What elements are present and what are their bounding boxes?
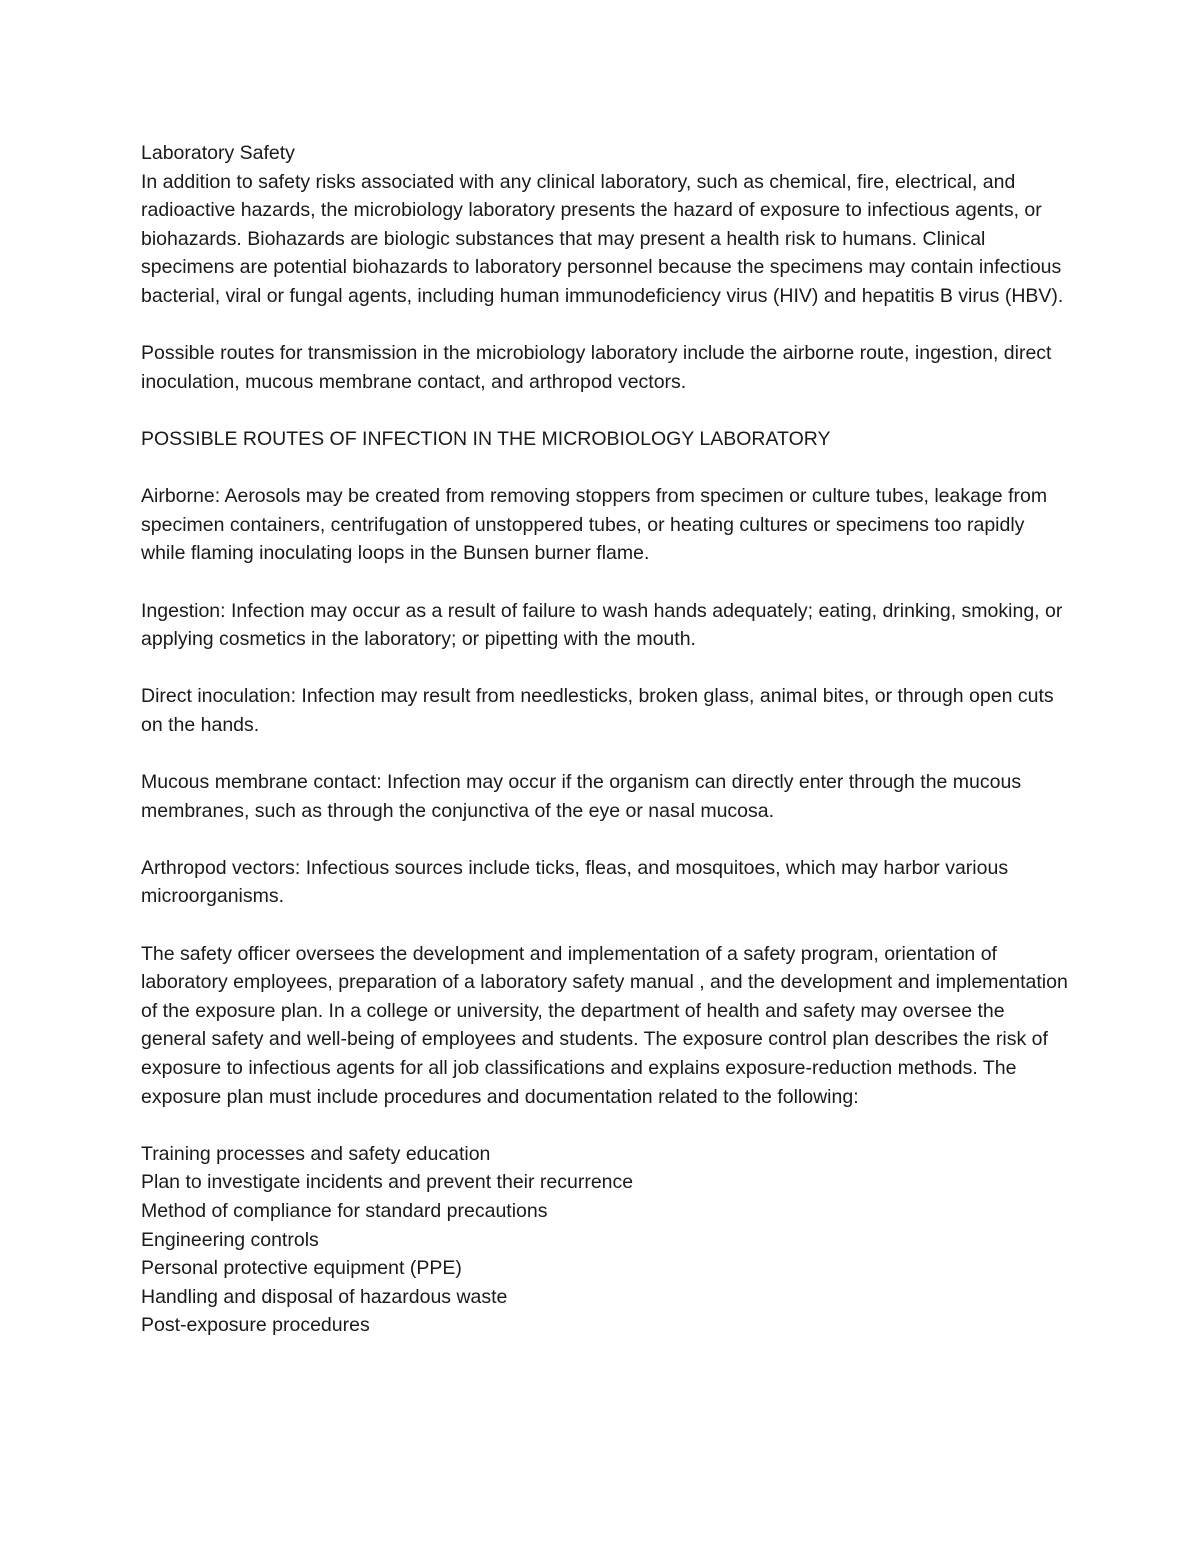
route-ingestion-paragraph: Ingestion: Infection may occur as a result of failure to wash hands adequately; eating, drinking, smoking, or applying cosmetics in the laboratory; or pipetting with the mouth. bbox=[141, 599, 1063, 651]
paragraph-spacer bbox=[141, 825, 1071, 854]
route-airborne-paragraph: Airborne: Aerosols may be created from removing stoppers from specimen or culture tubes, leakage from specimen containers, centrifugation of unstoppered tubes, or heating cultures or specimens too rapidly while flaming inoculating loops in the Bunsen burner flame. bbox=[141, 485, 1048, 565]
route-direct-inoculation-paragraph: Direct inoculation: Infection may result from needlesticks, broken glass, animal bites, or through open cuts on the hands. bbox=[141, 685, 1054, 736]
route-mucous-membrane-paragraph: Mucous membrane contact: Infection may occur if the organism can directly enter through the mucous membranes, such as through the conjunctiva of the eye or nasal mucosa. bbox=[141, 771, 1022, 822]
routes-heading: POSSIBLE ROUTES OF INFECTION IN THE MICROBIOLOGY LABORATORY bbox=[141, 427, 831, 450]
paragraph-spacer bbox=[141, 911, 1071, 940]
list-item: Plan to investigate incidents and prevent their recurrence bbox=[141, 1171, 634, 1194]
list-item: Post-exposure procedures bbox=[141, 1314, 370, 1337]
paragraph-spacer bbox=[141, 311, 1071, 340]
document-title: Laboratory Safety bbox=[141, 142, 295, 164]
paragraph-spacer bbox=[141, 1111, 1071, 1140]
paragraph-spacer bbox=[141, 396, 1071, 425]
paragraph-spacer bbox=[141, 654, 1071, 683]
routes-summary-paragraph: Possible routes for transmission in the microbiology laboratory include the airborne route, ingestion, direct inoculation, mucous membrane contact, and arthropod vectors. bbox=[141, 342, 1052, 393]
paragraph-spacer bbox=[141, 568, 1071, 597]
list-item: Method of compliance for standard precautions bbox=[141, 1199, 548, 1222]
paragraph-spacer bbox=[141, 739, 1071, 768]
list-item: Training processes and safety education bbox=[141, 1142, 491, 1165]
intro-paragraph: In addition to safety risks associated with any clinical laboratory, such as chemical, fire, electrical, and radioactive hazards, the microbiology laboratory presents the hazard of exposure to infectious agents, or biohazards. Biohazards are biologic substances that may present a health risk to humans. Clinical specimens are potential biohazards to laboratory personnel because the specimens may contain infectious bacterial, viral or fungal agents, including human immunodeficiency virus (HIV) and hepatitis B virus (HBV). bbox=[141, 170, 1064, 307]
list-item: Handling and disposal of hazardous waste bbox=[141, 1285, 508, 1308]
route-arthropod-paragraph: Arthropod vectors: Infectious sources include ticks, fleas, and mosquitoes, which may harbor various microorganisms. bbox=[141, 856, 1009, 908]
safety-officer-paragraph: The safety officer oversees the development and implementation of a safety program, orientation of laboratory employees, preparation of a laboratory safety manual , and the development and implementation of the exposure plan. In a college or university, the department of health and safety may oversee the general safety and well-being of employees and students. The exposure control plan describes the risk of exposure to infectious agents for all job classifications and explains exposure-reduction methods. The exposure plan must include procedures and documentation related to the following: bbox=[141, 942, 1068, 1108]
list-item: Personal protective equipment (PPE) bbox=[141, 1257, 462, 1280]
exposure-plan-list bbox=[141, 1140, 1071, 1340]
list-item: Engineering controls bbox=[141, 1228, 319, 1251]
document-page bbox=[141, 139, 1071, 1340]
paragraph-spacer bbox=[141, 454, 1071, 483]
